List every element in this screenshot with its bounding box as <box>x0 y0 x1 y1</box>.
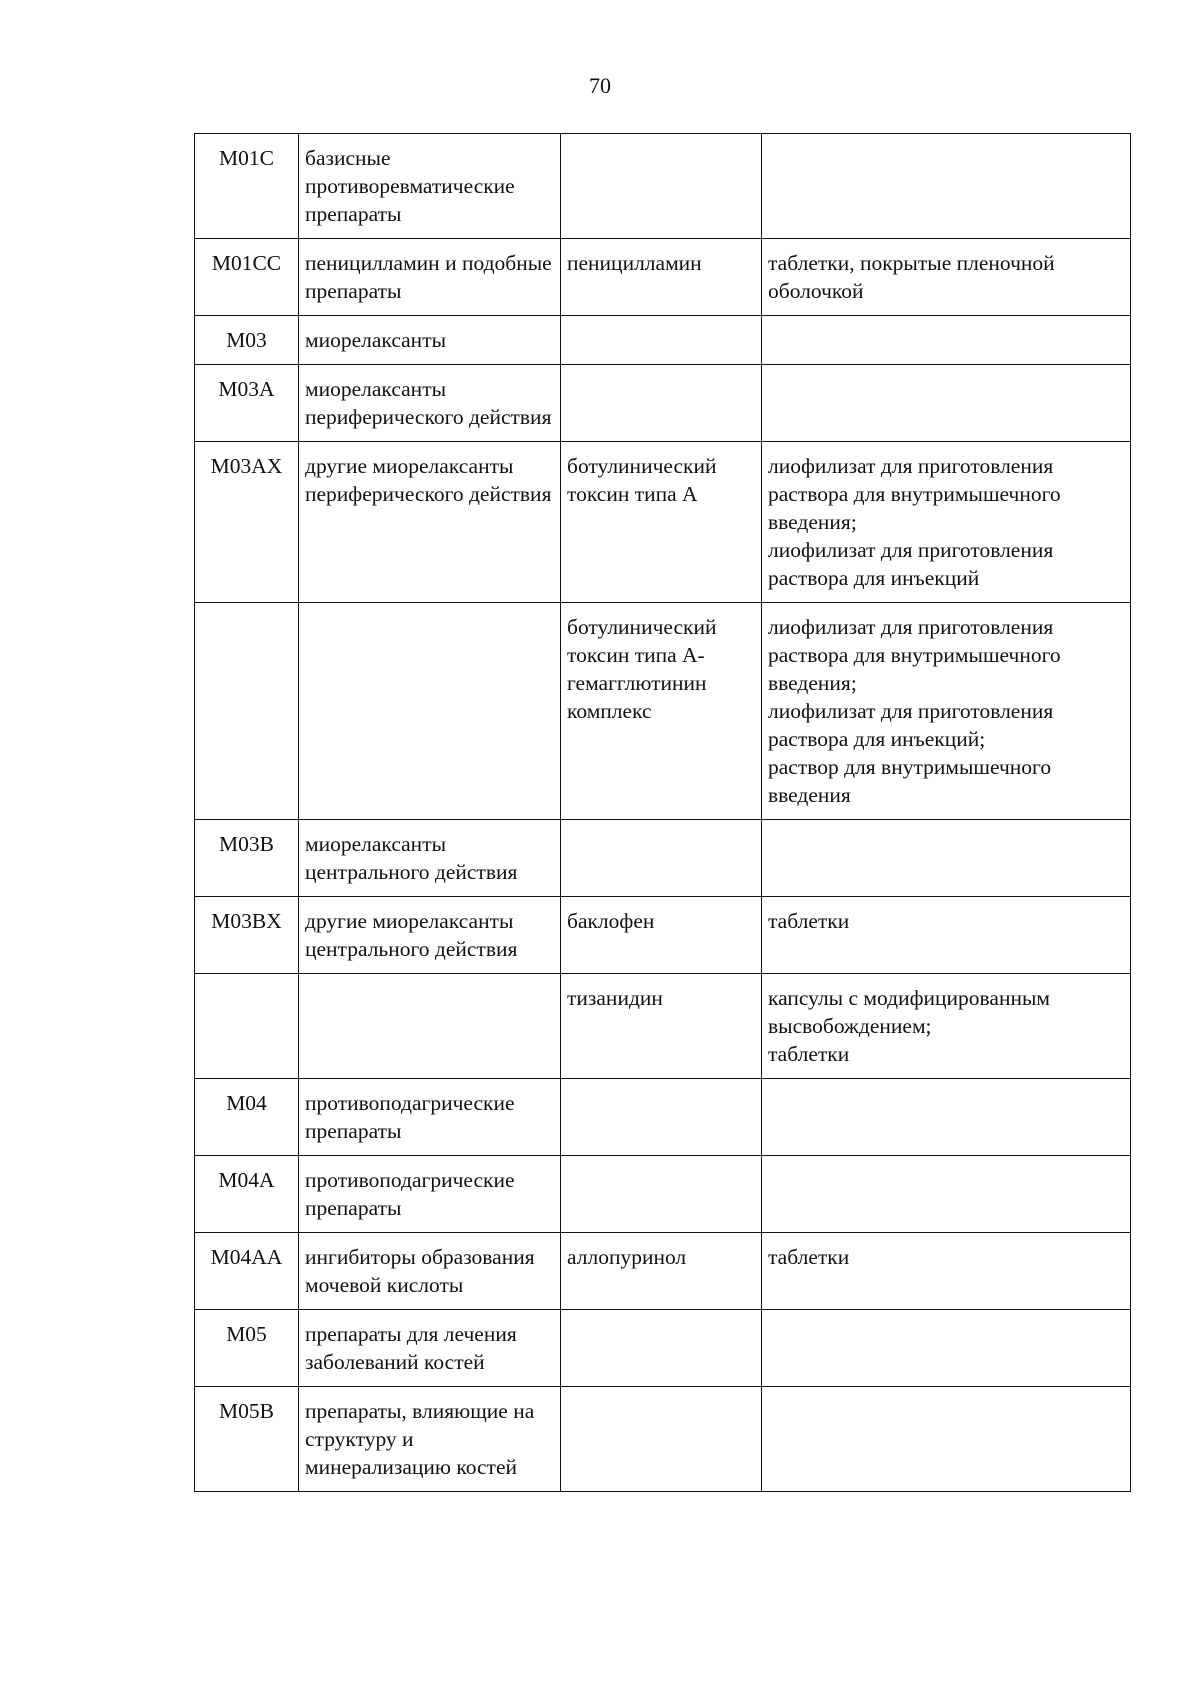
dosage-form-cell <box>762 1233 1131 1310</box>
drug-name-cell: баклофен <box>561 897 762 974</box>
dosage-form-line: таблетки <box>768 1245 850 1269</box>
dosage-form-line: таблетки <box>768 909 850 933</box>
dosage-form-line: раствор для внутримышечного введения <box>768 755 1052 807</box>
dosage-form-cell <box>762 442 1131 603</box>
atc-code-cell: M01CC <box>195 239 299 316</box>
dosage-form-line: лиофилизат для приготовления раствора для инъекций; <box>768 699 1054 751</box>
anatomical-therapeutic-group-cell <box>299 974 561 1079</box>
drug-name-cell <box>561 134 762 239</box>
atc-code-cell: M04A <box>195 1156 299 1233</box>
table-row <box>195 1079 1131 1156</box>
drug-name-cell <box>561 1156 762 1233</box>
atc-code-cell: M04AA <box>195 1233 299 1310</box>
table-row <box>195 820 1131 897</box>
dosage-form-cell <box>762 1079 1131 1156</box>
anatomical-therapeutic-group-cell: препараты для лечения заболеваний костей <box>299 1310 561 1387</box>
table-row <box>195 1387 1131 1492</box>
drug-name-cell <box>561 1310 762 1387</box>
anatomical-therapeutic-group-cell: другие миорелаксанты периферического действия <box>299 442 561 603</box>
drug-name-cell <box>561 1079 762 1156</box>
table-row <box>195 1233 1131 1310</box>
table-row <box>195 603 1131 820</box>
atc-code-cell: M04 <box>195 1079 299 1156</box>
dosage-form-cell <box>762 134 1131 239</box>
table-row <box>195 365 1131 442</box>
drug-name-cell <box>561 316 762 365</box>
dosage-form-cell <box>762 239 1131 316</box>
anatomical-therapeutic-group-cell: другие миорелаксанты центрального действия <box>299 897 561 974</box>
table-row <box>195 442 1131 603</box>
anatomical-therapeutic-group-cell: ингибиторы образования мочевой кислоты <box>299 1233 561 1310</box>
atc-code-cell: M03 <box>195 316 299 365</box>
anatomical-therapeutic-group-cell: пеницилламин и подобные препараты <box>299 239 561 316</box>
anatomical-therapeutic-group-cell: миорелаксанты <box>299 316 561 365</box>
drug-name-cell: ботулинический токсин типа A <box>561 442 762 603</box>
atc-code-cell <box>195 974 299 1079</box>
dosage-form-cell <box>762 974 1131 1079</box>
table-row <box>195 1310 1131 1387</box>
table-row <box>195 1156 1131 1233</box>
table-row <box>195 134 1131 239</box>
dosage-form-line: лиофилизат для приготовления раствора для инъекций <box>768 538 1054 590</box>
dosage-form-cell <box>762 603 1131 820</box>
drug-table <box>194 133 1131 1492</box>
table-row <box>195 316 1131 365</box>
atc-code-cell: M05B <box>195 1387 299 1492</box>
drug-name-cell <box>561 820 762 897</box>
dosage-form-cell <box>762 820 1131 897</box>
drug-name-cell: тизанидин <box>561 974 762 1079</box>
dosage-form-line: таблетки, покрытые пленочной оболочкой <box>768 251 1055 303</box>
dosage-form-line: таблетки <box>768 1042 850 1066</box>
drug-name-cell: ботулинический токсин типа A-гемагглютинин комплекс <box>561 603 762 820</box>
anatomical-therapeutic-group-cell: миорелаксанты центрального действия <box>299 820 561 897</box>
table-body <box>195 134 1131 1492</box>
anatomical-therapeutic-group-cell: противоподагрические препараты <box>299 1079 561 1156</box>
drug-name-cell: аллопуринол <box>561 1233 762 1310</box>
dosage-form-line: капсулы с модифицированным высвобождением; <box>768 986 1051 1038</box>
atc-code-cell: M03BX <box>195 897 299 974</box>
anatomical-therapeutic-group-cell: миорелаксанты периферического действия <box>299 365 561 442</box>
drug-name-cell <box>561 1387 762 1492</box>
dosage-form-cell <box>762 365 1131 442</box>
drug-name-cell <box>561 365 762 442</box>
atc-code-cell: M03AX <box>195 442 299 603</box>
dosage-form-line: лиофилизат для приготовления раствора для внутримышечного введения; <box>768 615 1061 695</box>
atc-code-cell <box>195 603 299 820</box>
page-number: 70 <box>589 73 611 98</box>
anatomical-therapeutic-group-cell: базисные противоревматические препараты <box>299 134 561 239</box>
dosage-form-cell <box>762 1310 1131 1387</box>
anatomical-therapeutic-group-cell: препараты, влияющие на структуру и минерализацию костей <box>299 1387 561 1492</box>
dosage-form-line: лиофилизат для приготовления раствора для внутримышечного введения; <box>768 454 1061 534</box>
table-row <box>195 897 1131 974</box>
dosage-form-cell <box>762 316 1131 365</box>
atc-code-cell: M03A <box>195 365 299 442</box>
anatomical-therapeutic-group-cell <box>299 603 561 820</box>
dosage-form-cell <box>762 1387 1131 1492</box>
table-row <box>195 974 1131 1079</box>
dosage-form-cell <box>762 897 1131 974</box>
dosage-form-cell <box>762 1156 1131 1233</box>
drug-name-cell: пеницилламин <box>561 239 762 316</box>
atc-code-cell: M03B <box>195 820 299 897</box>
atc-code-cell: M05 <box>195 1310 299 1387</box>
anatomical-therapeutic-group-cell: противоподагрические препараты <box>299 1156 561 1233</box>
atc-code-cell: M01C <box>195 134 299 239</box>
table-row <box>195 239 1131 316</box>
